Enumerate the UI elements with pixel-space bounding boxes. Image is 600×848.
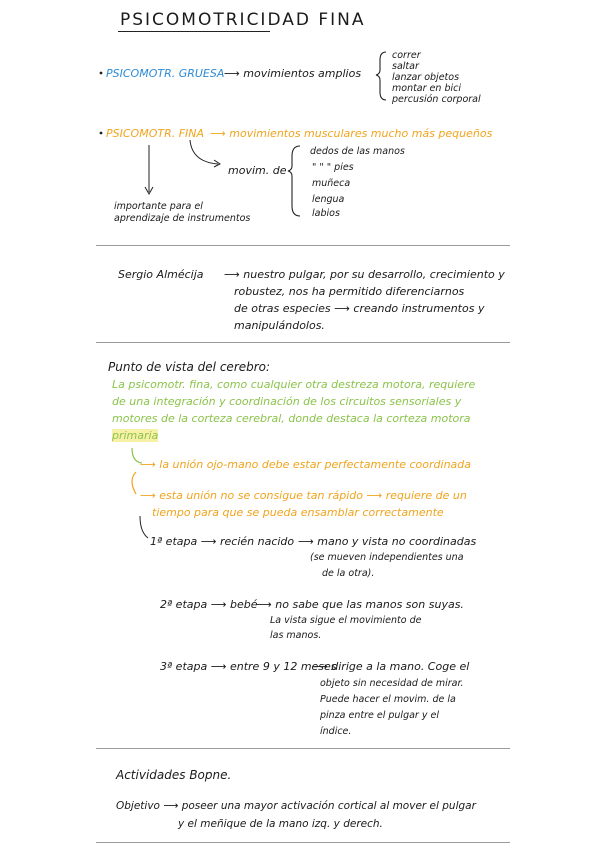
sergio-line: robustez, nos ha permitido diferenciarnos	[234, 285, 465, 298]
sergio-line: de otras especies ⟶ creando instrumentos y	[234, 302, 485, 315]
fina-mov-label: movim. de	[228, 164, 287, 177]
gruesa-item: percusión corporal	[392, 94, 481, 105]
fina-item: lengua	[312, 194, 345, 205]
cerebro-para-line: motores de la corteza cerebral, donde destaca la corteza motora	[112, 412, 471, 425]
etapa-desc: las manos.	[270, 630, 322, 641]
etapa-label: 1ª etapa ⟶ recién nacido	[150, 535, 295, 548]
gruesa-item: lanzar objetos	[392, 72, 460, 83]
etapa-desc: (se mueven independientes una	[310, 552, 464, 563]
cerebro-para-line: de una integración y coordinación de los circuitos sensoriales y	[112, 395, 462, 408]
fina-item: " " " pies	[312, 162, 354, 173]
cerebro-highlight: primaria	[112, 429, 159, 442]
etapa-desc: ⟶ no sabe que las manos son suyas.	[256, 598, 464, 611]
orange-note: ⟶ la unión ojo-mano debe estar perfectamente coordinada	[140, 458, 472, 471]
gruesa-item: montar en bici	[392, 83, 461, 94]
fina-label: PSICOMOTR. FINA	[106, 127, 205, 140]
fina-item: labios	[312, 208, 340, 219]
etapa-desc: de la otra).	[322, 568, 375, 579]
orange-note: tiempo para que se pueda ensamblar correctamente	[152, 506, 444, 519]
etapa-desc: La vista sigue el movimiento de	[270, 615, 422, 626]
etapa-desc: pinza entre el pulgar y el	[320, 710, 439, 721]
brace-icon	[376, 52, 386, 100]
actividades-line: Objetivo ⟶ poseer una mayor activación cortical al mover el pulgar	[116, 800, 476, 812]
fina-note: importante para el	[114, 201, 203, 212]
etapa-desc: objeto sin necesidad de mirar.	[320, 678, 464, 689]
hook-arrow-icon	[132, 472, 136, 494]
brace-icon	[288, 146, 300, 216]
etapa-desc: ⟶ dirige a la mano. Coge el	[312, 660, 470, 673]
cerebro-para-line: La psicomotr. fina, como cualquier otra destreza motora, requiere	[112, 378, 476, 391]
bullet-icon	[100, 132, 103, 135]
hook-arrow-icon	[132, 448, 142, 463]
gruesa-item: saltar	[392, 61, 419, 72]
cerebro-heading: Punto de vista del cerebro:	[108, 360, 271, 374]
actividades-heading: Actividades Bopne.	[116, 768, 232, 782]
fina-item: muñeca	[312, 178, 351, 189]
sergio-line: ⟶ nuestro pulgar, por su desarrollo, crecimiento y	[224, 268, 505, 281]
bullet-icon	[100, 72, 103, 75]
etapa-desc: ⟶ mano y vista no coordinadas	[298, 535, 477, 548]
fina-note: aprendizaje de instrumentos	[114, 213, 251, 224]
hook-arrow-icon	[140, 516, 148, 538]
sergio-label: Sergio Almécija	[118, 268, 204, 281]
sergio-line: manipulándolos.	[234, 319, 325, 332]
gruesa-arrow-text: ⟶ movimientos amplios	[224, 67, 362, 80]
etapa-desc: índice.	[320, 726, 352, 737]
fina-arrow-text: ⟶ movimientos musculares mucho más pequeños	[210, 127, 493, 140]
etapa-label: 3ª etapa ⟶ entre 9 y 12 meses	[160, 660, 337, 673]
orange-note: ⟶ esta unión no se consigue tan rápido ⟶ requiere de un	[140, 489, 467, 502]
etapa-label: 2ª etapa ⟶ bebé	[160, 598, 258, 611]
actividades-line: y el meñique de la mano izq. y derech.	[178, 818, 383, 830]
etapa-desc: Puede hacer el movim. de la	[320, 694, 456, 705]
gruesa-label: PSICOMOTR. GRUESA	[106, 67, 225, 80]
page-title: PSICOMOTRICIDAD FINA	[120, 10, 366, 30]
fina-item: dedos de las manos	[310, 146, 405, 157]
gruesa-item: correr	[392, 50, 421, 61]
